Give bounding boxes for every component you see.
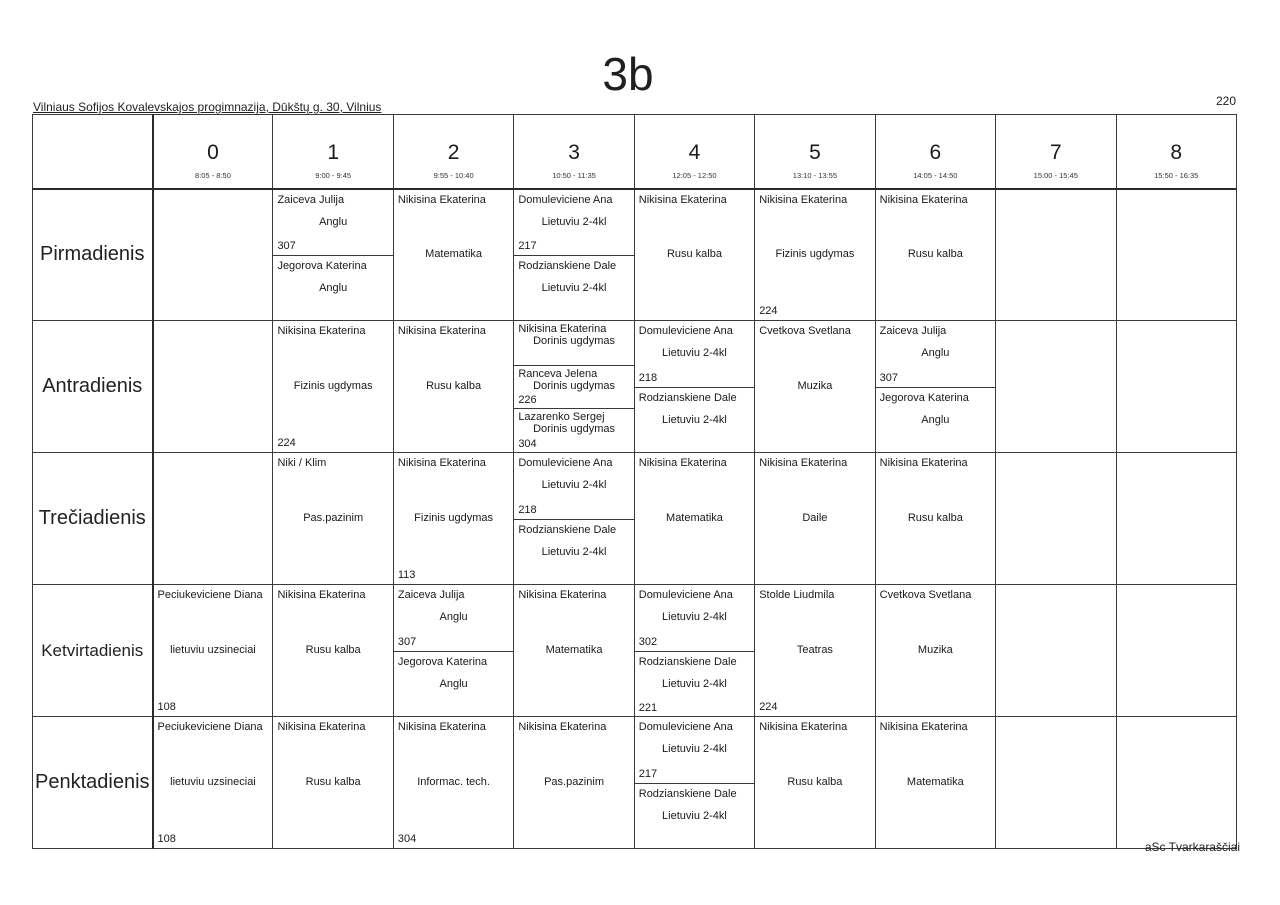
teacher-name: Jegorova Katerina bbox=[397, 655, 488, 668]
period-header: 0 8:05 - 8:50 bbox=[153, 115, 273, 189]
subject-name: Fizinis ugdymas bbox=[775, 247, 855, 260]
lesson-cell bbox=[634, 189, 754, 321]
lesson-cell bbox=[273, 189, 393, 321]
subject-name: lietuviu uzsineciai bbox=[170, 775, 256, 788]
lesson bbox=[635, 783, 754, 850]
subject-name: Rusu kalba bbox=[426, 379, 482, 392]
lesson-cell bbox=[875, 189, 995, 321]
room-number: 218 bbox=[638, 371, 658, 384]
lesson-cell bbox=[273, 453, 393, 585]
period-header-row bbox=[33, 115, 1237, 189]
subject-name: Lietuviu 2-4kl bbox=[541, 281, 607, 294]
lesson-stack bbox=[514, 453, 633, 584]
lesson-cell bbox=[393, 321, 513, 453]
period-header: 7 15:00 - 15:45 bbox=[996, 115, 1116, 189]
teacher-name: Peciukeviciene Diana bbox=[157, 589, 263, 601]
lesson-cell bbox=[393, 717, 513, 849]
lesson bbox=[514, 321, 633, 365]
subject-name: Teatras bbox=[796, 643, 833, 656]
lesson-stack bbox=[876, 321, 995, 452]
empty-cell bbox=[1116, 585, 1237, 717]
teacher-name: Cvetkova Svetlana bbox=[879, 589, 972, 601]
corner-cell bbox=[33, 115, 153, 189]
subject-name: Anglu bbox=[921, 347, 950, 359]
subject-name: Daile bbox=[802, 511, 828, 524]
teacher-name: Nikisina Ekaterina bbox=[518, 721, 607, 733]
subject-name: Dorinis ugdymas bbox=[533, 423, 615, 436]
teacher-name: Nikisina Ekaterina bbox=[638, 457, 727, 469]
subject-name: Fizinis ugdymas bbox=[414, 511, 494, 524]
lesson-cell bbox=[514, 189, 634, 321]
lesson-cell bbox=[755, 189, 875, 321]
lesson bbox=[755, 453, 874, 584]
lesson-cell bbox=[273, 717, 393, 849]
empty-cell bbox=[996, 189, 1116, 321]
room-number: 304 bbox=[518, 437, 537, 450]
day-row bbox=[33, 321, 1237, 453]
lesson bbox=[154, 717, 273, 848]
day-name: Pirmadienis bbox=[40, 243, 145, 266]
room-number: 221 bbox=[638, 702, 658, 714]
lesson-stack bbox=[154, 585, 273, 716]
empty-cell bbox=[1116, 453, 1237, 585]
lesson-stack bbox=[876, 585, 995, 716]
lesson bbox=[273, 321, 392, 452]
teacher-name: Nikisina Ekaterina bbox=[638, 193, 727, 206]
lesson-cell bbox=[514, 321, 634, 453]
room-number: 224 bbox=[759, 305, 778, 317]
teacher-name: Nikisina Ekaterina bbox=[277, 325, 366, 337]
subject-name: Rusu kalba bbox=[305, 775, 361, 788]
subject-name: Lietuviu 2-4kl bbox=[541, 545, 607, 558]
subject-name: Rusu kalba bbox=[907, 247, 963, 260]
teacher-name: Nikisina Ekaterina bbox=[518, 323, 607, 335]
room-number: 217 bbox=[518, 239, 537, 252]
subject-name: Rusu kalba bbox=[305, 643, 361, 656]
lesson-cell bbox=[875, 585, 995, 717]
teacher-name: Nikisina Ekaterina bbox=[879, 193, 968, 206]
lesson-cell bbox=[393, 453, 513, 585]
subject-name: Matematika bbox=[545, 643, 603, 656]
room-number: 224 bbox=[759, 701, 778, 713]
school-address: Vilniaus Sofijos Kovalevskajos progimnazija, Dūkštų g. 30, Vilnius bbox=[33, 100, 382, 114]
day-row bbox=[33, 453, 1237, 585]
subject-name: Pas.pazinim bbox=[303, 511, 364, 524]
lesson bbox=[514, 190, 633, 255]
lesson-stack bbox=[635, 717, 754, 848]
lesson-stack bbox=[755, 717, 874, 848]
lesson bbox=[514, 519, 633, 586]
lesson-cell bbox=[875, 321, 995, 453]
lesson bbox=[635, 321, 754, 387]
lesson bbox=[635, 387, 754, 454]
lesson bbox=[635, 453, 754, 584]
lesson-cell bbox=[755, 453, 875, 585]
subject-name: Lietuviu 2-4kl bbox=[662, 743, 727, 755]
room-number: 307 bbox=[879, 371, 898, 384]
lesson-stack bbox=[755, 190, 874, 321]
lesson bbox=[394, 585, 513, 651]
subject-name: Rusu kalba bbox=[666, 247, 722, 260]
lesson-cell bbox=[634, 717, 754, 849]
lesson-cell bbox=[514, 585, 634, 717]
lesson-cell bbox=[634, 321, 754, 453]
teacher-name: Domuleviciene Ana bbox=[638, 325, 733, 337]
day-name: Trečiadienis bbox=[38, 507, 146, 529]
room-number: 113 bbox=[397, 569, 416, 581]
teacher-name: Zaiceva Julija bbox=[879, 325, 947, 337]
lesson-stack bbox=[394, 717, 513, 848]
lesson bbox=[755, 585, 874, 716]
subject-name: Anglu bbox=[319, 281, 348, 294]
day-name: Antradienis bbox=[42, 375, 143, 397]
lesson bbox=[514, 717, 633, 848]
room-number: 218 bbox=[518, 503, 537, 516]
teacher-name: Rodzianskiene Dale bbox=[638, 391, 737, 404]
lesson bbox=[273, 585, 392, 716]
empty-cell bbox=[996, 585, 1116, 717]
lesson-cell bbox=[273, 585, 393, 717]
lesson bbox=[876, 387, 995, 454]
room-number: 304 bbox=[397, 833, 417, 845]
room-number: 226 bbox=[518, 394, 537, 407]
teacher-name: Nikisina Ekaterina bbox=[759, 193, 848, 206]
day-label-cell bbox=[33, 189, 153, 321]
subject-name: Matematika bbox=[906, 775, 964, 788]
lesson-cell bbox=[634, 585, 754, 717]
empty-cell bbox=[1116, 321, 1237, 453]
lesson bbox=[755, 717, 874, 848]
room-number: 302 bbox=[638, 635, 658, 648]
subject-name: Lietuviu 2-4kl bbox=[662, 347, 727, 359]
lesson-cell bbox=[755, 717, 875, 849]
lesson-stack bbox=[394, 190, 513, 321]
teacher-name: Nikisina Ekaterina bbox=[759, 721, 848, 733]
lesson bbox=[154, 585, 273, 716]
room-number: 224 bbox=[277, 437, 296, 449]
lesson-cell bbox=[273, 321, 393, 453]
empty-cell bbox=[153, 453, 273, 585]
teacher-name: Nikisina Ekaterina bbox=[397, 325, 486, 337]
subject-name: Muzika bbox=[797, 379, 833, 392]
lesson-stack bbox=[514, 585, 633, 716]
teacher-name: Nikisina Ekaterina bbox=[518, 589, 607, 601]
room-number: 217 bbox=[638, 767, 658, 780]
teacher-name: Cvetkova Svetlana bbox=[759, 325, 851, 337]
teacher-name: Domuleviciene Ana bbox=[638, 721, 733, 733]
subject-name: Rusu kalba bbox=[907, 511, 963, 524]
lesson-stack bbox=[755, 585, 874, 716]
teacher-name: Nikisina Ekaterina bbox=[397, 457, 486, 469]
teacher-name: Stolde Liudmila bbox=[759, 589, 835, 601]
lesson-cell bbox=[875, 453, 995, 585]
lesson-stack bbox=[514, 321, 633, 452]
lesson-stack bbox=[755, 321, 874, 452]
teacher-name: Jegorova Katerina bbox=[277, 259, 367, 272]
teacher-name: Zaiceva Julija bbox=[397, 589, 465, 601]
period-header: 6 14:05 - 14:50 bbox=[875, 115, 995, 189]
teacher-name: Peciukeviciene Diana bbox=[157, 721, 263, 733]
period-header: 2 9:55 - 10:40 bbox=[393, 115, 513, 189]
lesson-cell bbox=[153, 717, 273, 849]
room-number: 108 bbox=[157, 701, 176, 713]
lesson bbox=[273, 717, 392, 848]
lesson bbox=[635, 717, 754, 783]
lesson-stack bbox=[635, 321, 754, 452]
subject-name: Dorinis ugdymas bbox=[533, 335, 615, 347]
subject-name: Lietuviu 2-4kl bbox=[541, 479, 607, 491]
empty-cell bbox=[996, 717, 1116, 849]
subject-name: Rusu kalba bbox=[787, 775, 843, 788]
lesson-stack bbox=[876, 717, 995, 848]
day-name: Penktadienis bbox=[34, 771, 150, 793]
subject-name: Anglu bbox=[921, 413, 950, 426]
subject-name: Lietuviu 2-4kl bbox=[541, 215, 607, 228]
teacher-name: Nikisina Ekaterina bbox=[759, 457, 848, 469]
teacher-name: Nikisina Ekaterina bbox=[277, 721, 366, 733]
lesson-stack bbox=[273, 453, 392, 584]
lesson bbox=[635, 585, 754, 651]
teacher-name: Nikisina Ekaterina bbox=[879, 721, 968, 733]
lesson-cell bbox=[393, 585, 513, 717]
lesson-stack bbox=[273, 585, 392, 716]
lesson-stack bbox=[514, 717, 633, 848]
teacher-name: Ranceva Jelena bbox=[518, 367, 598, 380]
lesson-stack bbox=[876, 190, 995, 321]
period-header: 3 10:50 - 11:35 bbox=[514, 115, 634, 189]
room-number: 108 bbox=[157, 833, 176, 845]
day-row bbox=[33, 585, 1237, 717]
timetable bbox=[32, 114, 1237, 849]
subject-name: Fizinis ugdymas bbox=[293, 379, 373, 392]
lesson-stack bbox=[635, 453, 754, 584]
lesson bbox=[876, 585, 995, 716]
subject-name: Informac. tech. bbox=[417, 775, 490, 788]
lesson bbox=[755, 321, 874, 452]
lesson-cell bbox=[514, 453, 634, 585]
subject-name: Lietuviu 2-4kl bbox=[662, 677, 727, 690]
lesson bbox=[273, 255, 392, 321]
empty-cell bbox=[153, 321, 273, 453]
teacher-name: Nikisina Ekaterina bbox=[277, 589, 366, 601]
lesson-cell bbox=[153, 585, 273, 717]
teacher-name: Niki / Klim bbox=[277, 457, 327, 469]
lesson bbox=[635, 651, 754, 718]
empty-cell bbox=[996, 321, 1116, 453]
lesson bbox=[876, 321, 995, 387]
lesson-stack bbox=[273, 717, 392, 848]
lesson-stack bbox=[273, 321, 392, 452]
day-row bbox=[33, 717, 1237, 849]
day-label-cell bbox=[33, 585, 153, 717]
subject-name: Dorinis ugdymas bbox=[533, 379, 615, 392]
room-number: 307 bbox=[397, 635, 417, 648]
teacher-name: Rodzianskiene Dale bbox=[518, 523, 617, 536]
lesson bbox=[876, 453, 995, 584]
class-title: 3b bbox=[602, 48, 654, 100]
teacher-name: Nikisina Ekaterina bbox=[397, 193, 486, 206]
period-header: 8 15:50 - 16:35 bbox=[1116, 115, 1237, 189]
page-number: 220 bbox=[1215, 94, 1236, 108]
day-label-cell bbox=[33, 453, 153, 585]
teacher-name: Rodzianskiene Dale bbox=[638, 655, 737, 668]
lesson-stack bbox=[755, 453, 874, 584]
teacher-name: Domuleviciene Ana bbox=[518, 193, 613, 206]
lesson bbox=[514, 585, 633, 716]
teacher-name: Domuleviciene Ana bbox=[518, 457, 613, 469]
lesson-stack bbox=[635, 190, 754, 321]
empty-cell bbox=[996, 453, 1116, 585]
subject-name: Muzika bbox=[917, 643, 953, 656]
period-header: 4 12:05 - 12:50 bbox=[634, 115, 754, 189]
lesson bbox=[876, 717, 995, 848]
lesson bbox=[273, 190, 392, 255]
lesson-cell bbox=[755, 585, 875, 717]
room-number: 307 bbox=[277, 239, 296, 252]
day-label-cell bbox=[33, 717, 153, 849]
subject-name: Anglu bbox=[439, 677, 468, 690]
lesson bbox=[273, 453, 392, 584]
lesson bbox=[514, 255, 633, 321]
lesson-stack bbox=[273, 190, 392, 321]
subject-name: Lietuviu 2-4kl bbox=[662, 809, 727, 822]
lesson-stack bbox=[394, 585, 513, 716]
lesson bbox=[876, 190, 995, 321]
subject-name: lietuviu uzsineciai bbox=[170, 643, 256, 656]
subject-name: Anglu bbox=[439, 611, 468, 623]
lesson bbox=[514, 365, 633, 410]
lesson bbox=[394, 717, 513, 848]
lesson-stack bbox=[635, 585, 754, 716]
empty-cell bbox=[1116, 717, 1237, 849]
day-label-cell bbox=[33, 321, 153, 453]
lesson bbox=[394, 190, 513, 321]
lesson-cell bbox=[634, 453, 754, 585]
teacher-name: Zaiceva Julija bbox=[277, 193, 345, 206]
subject-name: Anglu bbox=[319, 215, 348, 228]
teacher-name: Rodzianskiene Dale bbox=[638, 787, 737, 800]
teacher-name: Nikisina Ekaterina bbox=[397, 721, 486, 733]
lesson-stack bbox=[394, 321, 513, 452]
footer-brand: aSc Tvarkaraščiai bbox=[1144, 840, 1240, 854]
day-row bbox=[33, 189, 1237, 321]
subject-name: Pas.pazinim bbox=[544, 775, 604, 788]
subject-name: Lietuviu 2-4kl bbox=[662, 611, 727, 623]
lesson-cell bbox=[875, 717, 995, 849]
lesson bbox=[514, 408, 633, 453]
lesson-cell bbox=[393, 189, 513, 321]
lesson-stack bbox=[154, 717, 273, 848]
day-name: Ketvirtadienis bbox=[41, 640, 144, 660]
period-header: 5 13:10 - 13:55 bbox=[755, 115, 875, 189]
lesson-stack bbox=[876, 453, 995, 584]
subject-name: Lietuviu 2-4kl bbox=[662, 413, 727, 426]
lesson bbox=[394, 321, 513, 452]
teacher-name: Jegorova Katerina bbox=[879, 391, 969, 404]
teacher-name: Rodzianskiene Dale bbox=[518, 259, 617, 272]
lesson-stack bbox=[514, 190, 633, 321]
subject-name: Matematika bbox=[666, 511, 723, 524]
lesson-stack bbox=[394, 453, 513, 584]
subject-name: Matematika bbox=[425, 247, 483, 260]
lesson bbox=[514, 453, 633, 519]
lesson bbox=[635, 190, 754, 321]
empty-cell bbox=[153, 189, 273, 321]
lesson bbox=[394, 651, 513, 718]
teacher-name: Nikisina Ekaterina bbox=[879, 457, 968, 469]
teacher-name: Domuleviciene Ana bbox=[638, 589, 733, 601]
lesson bbox=[394, 453, 513, 584]
lesson-cell bbox=[514, 717, 634, 849]
lesson bbox=[755, 190, 874, 321]
teacher-name: Lazarenko Sergej bbox=[518, 411, 605, 424]
period-header: 1 9:00 - 9:45 bbox=[273, 115, 393, 189]
empty-cell bbox=[1116, 189, 1237, 321]
lesson-cell bbox=[755, 321, 875, 453]
